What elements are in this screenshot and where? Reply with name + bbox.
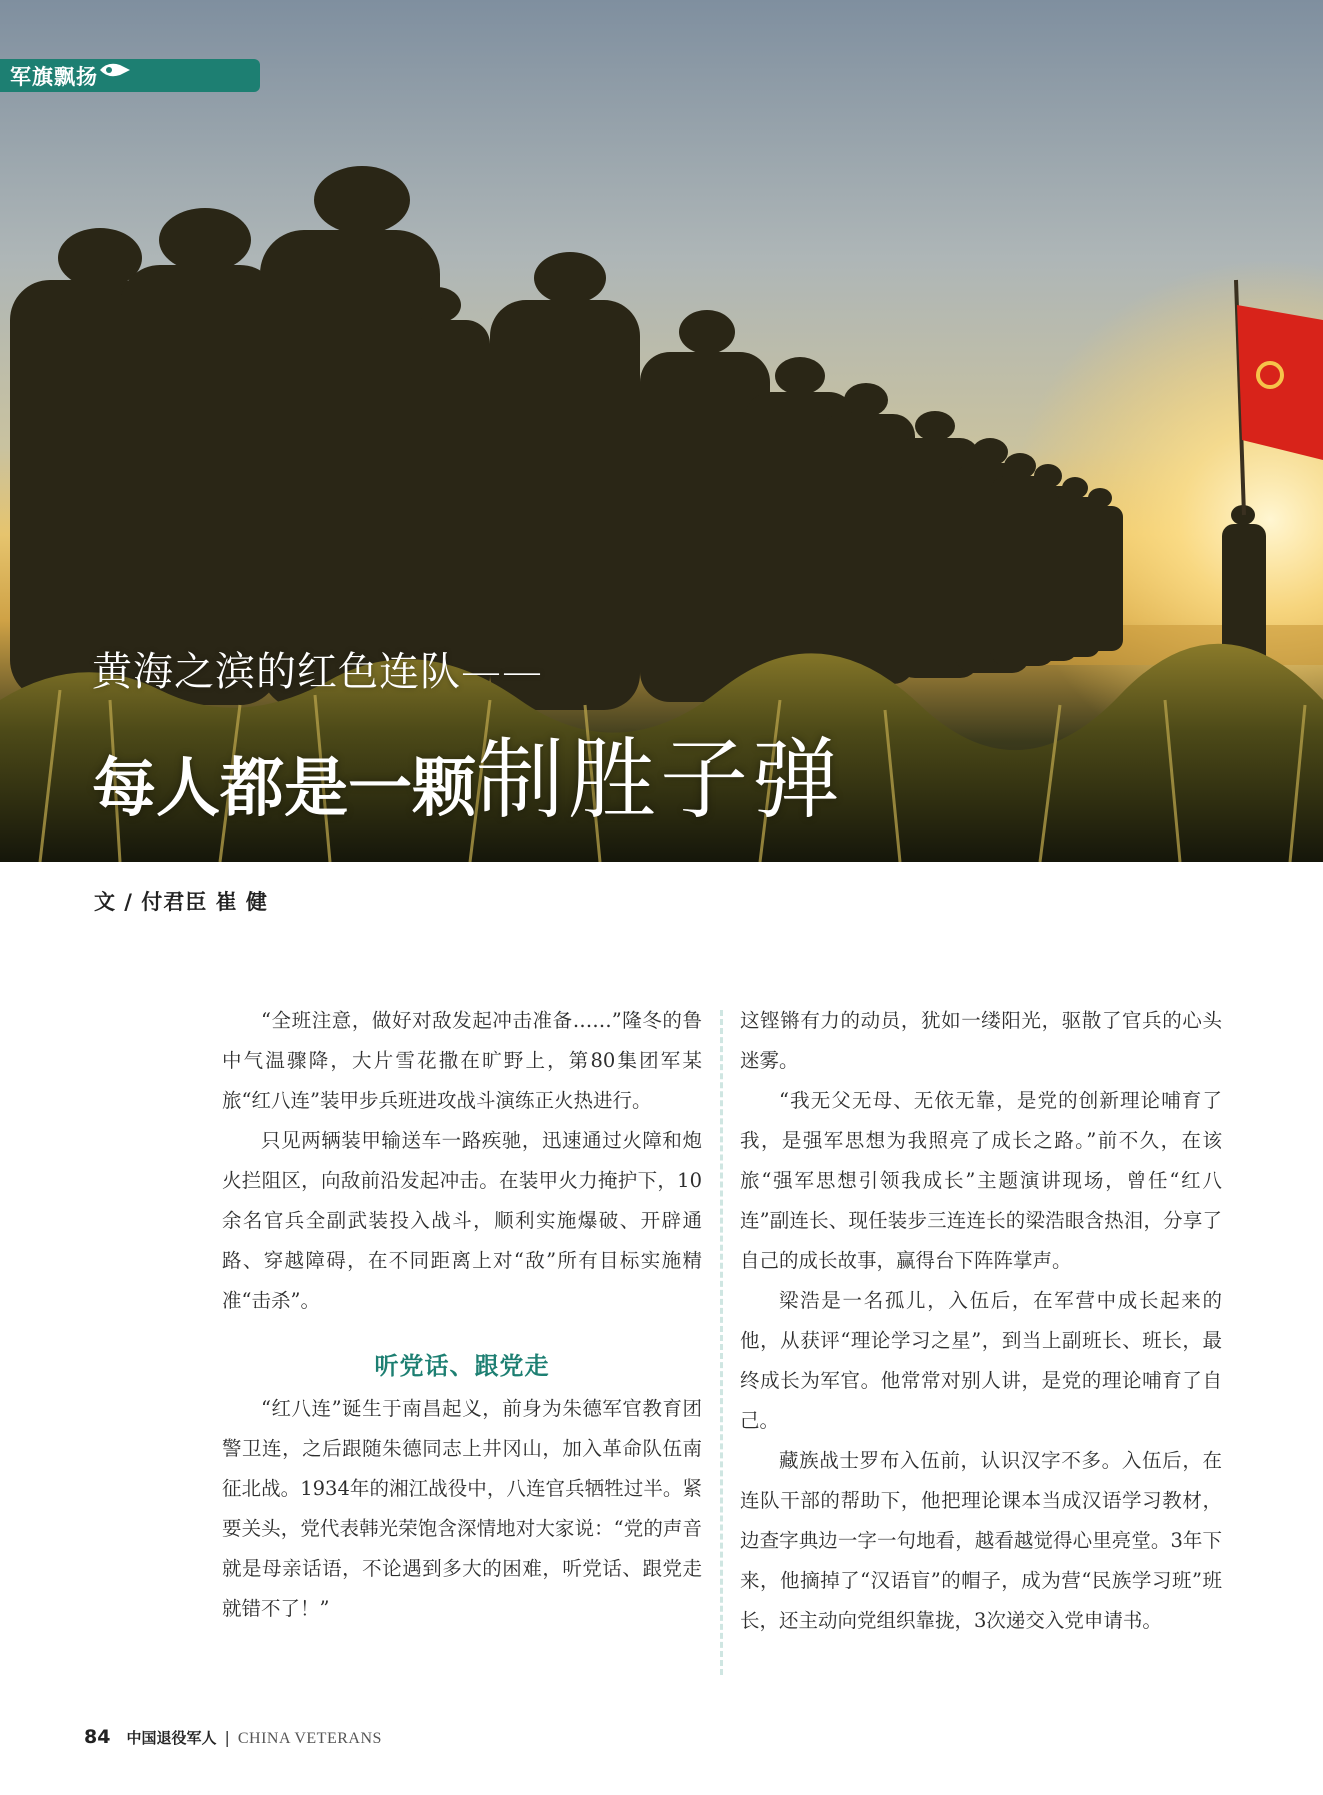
paragraph: 只见两辆装甲输送车一路疾驰，迅速通过火障和炮火拦阻区，向敌前沿发起冲击。在装甲火力掩护下，10余名官兵全副武装投入战斗，顺利实施爆破、开辟通路、穿越障碍，在不同距离上对“敌”所有目标实施精准“击杀”。 [222,1129,702,1312]
article-subtitle: 黄海之滨的红色连队—— [92,649,543,695]
right-column [740,1001,1222,1641]
hero-photo [0,0,1323,862]
bullet-icon [98,59,132,81]
section-tag-label: 军旗飘扬 [10,64,98,89]
page-number: 84 [84,1726,111,1748]
magazine-name-en: CHINA VETERANS [237,1730,382,1747]
paragraph: “全班注意，做好对敌发起冲击准备……”隆冬的鲁中气温骤降，大片雪花撒在旷野上，第80集团军某旅“红八连”装甲步兵班进攻战斗演练正火热进行。 [222,1009,702,1112]
left-column [222,1001,702,1629]
paragraph: 梁浩是一名孤儿，入伍后，在军营中成长起来的他，从获评“理论学习之星”，到当上副班长、班长，最终成长为军官。他常常对别人讲，是党的理论哺育了自己。 [740,1289,1222,1432]
title-light-part: 制胜子弹 [476,728,845,831]
paragraph: 这铿锵有力的动员，犹如一缕阳光，驱散了官兵的心头迷雾。 [740,1009,1222,1072]
paragraph: “红八连”诞生于南昌起义，前身为朱德军官教育团警卫连，之后跟随朱德同志上井冈山，加入革命队伍南征北战。1934年的湘江战役中，八连官兵牺牲过半。紧要关头，党代表韩光荣饱含深情地对大家说：“党的声音就是母亲话语，不论遇到多大的困难，听党话、跟党走就错不了！” [222,1397,702,1620]
byline: 文 / 付君臣 崔 健 [94,890,268,914]
magazine-name-cn: 中国退役军人 [126,1729,217,1747]
paragraph: “我无父无母、无依无靠，是党的创新理论哺育了我，是强军思想为我照亮了成长之路。”前不久，在该旅“强军思想引领我成长”主题演讲现场，曾任“红八连”副连长、现任装步三连连长的梁浩眼含热泪，分享了自己的成长故事，赢得台下阵阵掌声。 [740,1089,1222,1272]
paragraph: 藏族战士罗布入伍前，认识汉字不多。入伍后，在连队干部的帮助下，他把理论课本当成汉语学习教材，边查字典边一字一句地看，越看越觉得心里亮堂。3年下来，他摘掉了“汉语盲”的帽子，成为营“民族学习班”班长，还主动向党组织靠拢，3次递交入党申请书。 [740,1449,1222,1632]
section-tag [0,59,260,92]
column-divider [720,1010,723,1675]
page-footer [84,1726,382,1748]
article-title [92,710,844,836]
title-bold-part: 每人都是一颗 [92,752,476,826]
footer-separator: | [224,1728,230,1747]
section-heading: 听党话、跟党走 [374,1352,550,1380]
